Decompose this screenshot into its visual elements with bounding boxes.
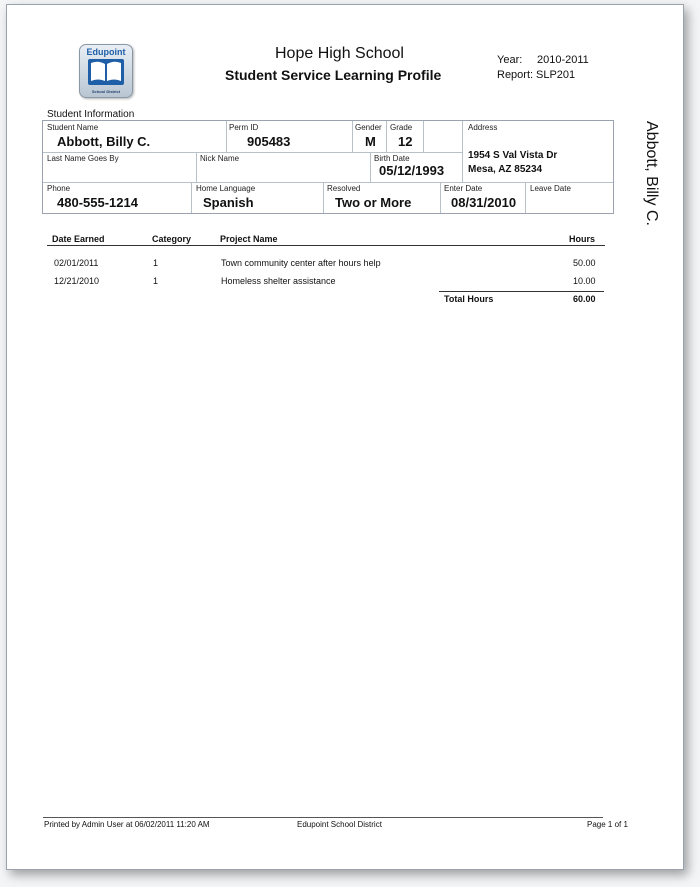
enter-date: 08/31/2010: [451, 195, 517, 210]
divider: [323, 182, 324, 213]
home-language: Spanish: [203, 195, 254, 210]
edupoint-logo: [79, 44, 133, 98]
row-project: Town community center after hours help: [221, 258, 381, 268]
nick-name-label: Nick Name: [200, 154, 240, 163]
perm-id-label: Perm ID: [229, 123, 259, 132]
grade-label: Grade: [390, 123, 413, 132]
divider: [525, 182, 526, 213]
report-label: Report:: [497, 69, 534, 81]
birth-date-label: Birth Date: [374, 154, 410, 163]
last-name-goes-by-label: Last Name Goes By: [47, 154, 119, 163]
footer-district: Edupoint School District: [297, 820, 382, 829]
total-rule: [439, 291, 604, 292]
birth-date: 05/12/1993: [379, 163, 445, 178]
page-number: Page 1 of 1: [587, 820, 628, 829]
row-project: Homeless shelter assistance: [221, 276, 336, 286]
footer-rule: [43, 817, 603, 818]
side-student-name: Abbott, Billy C.: [643, 121, 660, 226]
col-category: Category: [152, 234, 192, 244]
resolved-label: Resolved: [327, 184, 361, 193]
divider: [43, 182, 613, 183]
address-line1: 1954 S Val Vista Dr: [468, 150, 558, 161]
gender-label: Gender: [355, 123, 382, 132]
report-title: Student Service Learning Profile: [225, 67, 442, 83]
grade-value: 12: [398, 134, 413, 149]
divider: [43, 152, 462, 153]
school-name: Hope High School: [275, 45, 404, 62]
row-hours: 50.00: [573, 258, 596, 268]
address-line2: Mesa, AZ 85234: [468, 164, 543, 175]
divider: [423, 121, 424, 152]
phone-value: 480-555-1214: [57, 195, 138, 210]
enter-date-label: Enter Date: [444, 184, 483, 193]
row-category: 1: [153, 258, 159, 268]
divider: [226, 121, 227, 152]
section-label: Student Information: [47, 109, 135, 120]
resolved-value: Two or More: [335, 195, 412, 210]
divider: [352, 121, 353, 152]
address-label: Address: [468, 123, 498, 132]
logo-brand-text: Edupoint: [86, 47, 126, 57]
divider: [191, 182, 192, 213]
divider: [462, 121, 463, 182]
col-hours: Hours: [569, 234, 596, 244]
col-date-earned: Date Earned: [52, 234, 105, 244]
header-rule: [47, 245, 605, 246]
divider: [386, 121, 387, 152]
col-project-name: Project Name: [220, 234, 278, 244]
book-icon: [88, 59, 124, 85]
home-language-label: Home Language: [196, 184, 256, 193]
divider: [440, 182, 441, 213]
printed-by: Printed by Admin User at 06/02/2011 11:20 AM: [44, 820, 210, 829]
student-name-label: Student Name: [47, 123, 99, 132]
phone-label: Phone: [47, 184, 71, 193]
report-code: SLP201: [536, 69, 576, 81]
row-date: 12/21/2010: [54, 276, 100, 286]
row-date: 02/01/2011: [54, 258, 99, 268]
student-name: Abbott, Billy C.: [57, 134, 151, 149]
gender-value: M: [365, 134, 376, 149]
report-page: [6, 4, 684, 870]
leave-date-label: Leave Date: [530, 184, 571, 193]
total-hours-value: 60.00: [573, 294, 596, 304]
year-label: Year:: [497, 54, 523, 66]
student-info-box: [42, 120, 614, 214]
divider: [196, 152, 197, 182]
perm-id: 905483: [247, 134, 291, 149]
row-hours: 10.00: [573, 276, 596, 286]
year-value: 2010-2011: [537, 54, 589, 66]
row-category: 1: [153, 276, 159, 286]
logo-subtitle: School District: [91, 89, 121, 94]
total-hours-label: Total Hours: [444, 294, 494, 304]
divider: [370, 152, 371, 182]
